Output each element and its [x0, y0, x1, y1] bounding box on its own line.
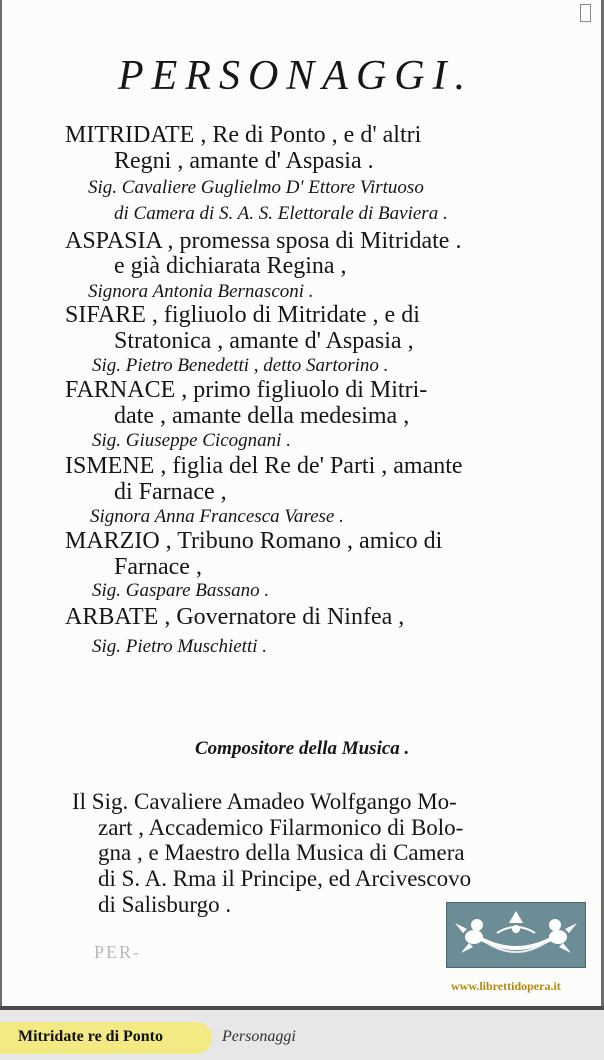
cast-line: Regni , amante d' Aspasia . [114, 148, 374, 174]
cast-line: MITRIDATE , Re di Ponto , e d' altri [65, 122, 422, 148]
putti-garland-logo-graphic [447, 903, 585, 967]
page-corner-mark [580, 4, 591, 22]
footer-opera-title[interactable]: Mitridate re di Ponto [18, 1028, 164, 1045]
composer-line: Il Sig. Cavaliere Amadeo Wolfgango Mo- [72, 789, 457, 814]
cast-line: SIFARE , figliuolo di Mitridate , e di [65, 302, 420, 328]
cast-line: e già dichiarata Regina , [114, 253, 347, 279]
composer-line: zart , Accademico Filarmonico di Bolo- [98, 815, 464, 840]
cast-line: ASPASIA , promessa sposa di Mitridate . [65, 228, 462, 254]
footer-bar [0, 1006, 604, 1060]
singer-line: Signora Anna Francesca Varese . [90, 506, 344, 527]
cast-line: MARZIO , Tribuno Romano , amico di [65, 528, 443, 554]
singer-line: Sig. Cavaliere Guglielmo D' Ettore Virtuoso [88, 177, 424, 198]
singer-line: Sig. Giuseppe Cicognani . [92, 430, 291, 451]
composer-line: gna , e Maestro della Musica di Camera [98, 840, 465, 865]
watermark-site-link[interactable]: www.librettidopera.it [451, 979, 561, 993]
singer-line: Sig. Pietro Muschietti . [92, 636, 268, 657]
footer-section-label: Personaggi [222, 1028, 296, 1045]
cast-line: ARBATE , Governatore di Ninfea , [65, 604, 405, 630]
singer-line: di Camera di S. A. S. Elettorale di Baviera . [114, 203, 448, 224]
cast-line: date , amante della medesima , [114, 403, 410, 429]
page-title: PERSONAGGI. [118, 53, 474, 99]
cast-line: Stratonica , amante d' Aspasia , [114, 328, 414, 354]
singer-line: Sig. Pietro Benedetti , detto Sartorino . [92, 355, 389, 376]
cast-line: FARNACE , primo figliuolo di Mitri- [65, 377, 428, 403]
composer-heading: Compositore della Musica . [195, 738, 410, 759]
singer-line: Signora Antonia Bernasconi . [88, 281, 314, 302]
composer-line: di S. A. Rma il Principe, ed Arcivescovo [98, 866, 472, 891]
singer-line: Sig. Gaspare Bassano . [92, 580, 270, 601]
cast-line: Farnace , [114, 554, 202, 580]
putti-garland-logo-icon[interactable] [446, 902, 586, 968]
cast-line: di Farnace , [114, 479, 227, 505]
bleed-through-page-number: PER- [94, 942, 142, 962]
cast-line: ISMENE , figlia del Re de' Parti , amante [65, 453, 463, 479]
composer-line: di Salisburgo . [98, 892, 232, 917]
scanned-page [2, 0, 601, 1006]
